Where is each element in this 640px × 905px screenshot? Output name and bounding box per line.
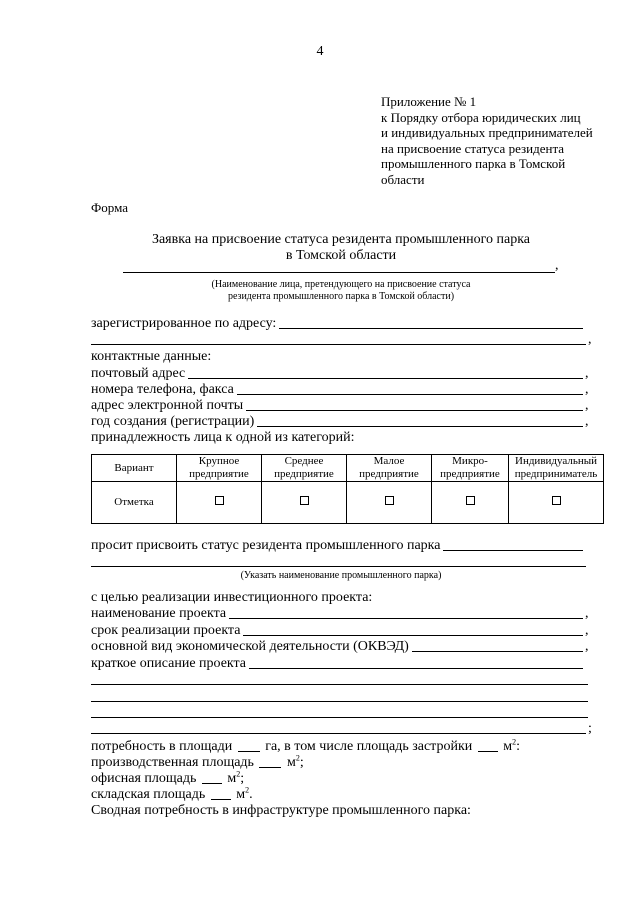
unit-m2: м (227, 771, 237, 786)
office-area-field[interactable] (202, 783, 222, 784)
office-area-label: офисная площадь (91, 771, 197, 786)
semicolon: ; (240, 771, 245, 786)
checkbox-individual[interactable] (552, 496, 561, 505)
table-header-row (92, 455, 604, 482)
registered-address-row (91, 316, 591, 332)
description-line-4[interactable] (91, 717, 588, 718)
postal-address-label: почтовый адрес (91, 366, 186, 381)
summary-row (91, 803, 591, 819)
park-request-row (91, 538, 591, 554)
table-cell (262, 482, 347, 524)
project-name-field[interactable] (229, 618, 583, 619)
year-created-label: год создания (регистрации) (91, 414, 255, 429)
appendix-line: промышленного парка в Томской (381, 156, 566, 171)
table-cell (509, 482, 604, 524)
superscript: 2 (512, 737, 517, 747)
unit-m2: м (286, 755, 296, 770)
production-area-row (91, 755, 591, 771)
checkbox-small[interactable] (385, 496, 394, 505)
unit-m2: м (503, 739, 513, 754)
page-number: 4 (316, 44, 324, 59)
document-title (91, 232, 591, 264)
registered-address-label: зарегистрированное по адресу: (91, 316, 277, 331)
category-label: принадлежность лица к одной из категорий: (91, 430, 355, 445)
superscript: 2 (295, 753, 300, 763)
production-area-label: производственная площадь (91, 755, 254, 770)
table-cell (432, 482, 509, 524)
applicant-name-field[interactable] (123, 272, 555, 273)
area-ha-field[interactable] (238, 751, 260, 752)
description-label: краткое описание проекта (91, 656, 247, 671)
warehouse-area-row (91, 787, 591, 803)
registered-address-field[interactable] (279, 328, 583, 329)
table-header-cell: Микро-предприятие (432, 455, 509, 482)
table-row-label: Отметка (92, 482, 177, 524)
table-cell (177, 482, 262, 524)
okved-row (91, 639, 591, 655)
category-row (91, 430, 591, 446)
category-table (91, 454, 604, 524)
comma: , (588, 332, 592, 347)
office-area-row (91, 771, 591, 787)
park-name-field-2[interactable] (91, 566, 586, 567)
unit-m2: м (236, 787, 246, 802)
project-intro-label: с целью реализации инвестиционного проекта: (91, 590, 373, 605)
warehouse-area-field[interactable] (211, 799, 231, 800)
project-term-row (91, 623, 591, 639)
description-line-2[interactable] (91, 684, 588, 685)
park-hint: (Указать наименование промышленного парка) (240, 570, 442, 581)
semicolon: ; (588, 721, 592, 736)
semicolon: ; (299, 755, 304, 770)
appendix-header (381, 94, 593, 187)
form-label: Форма (91, 200, 128, 215)
table-row (92, 482, 604, 524)
appendix-line: и индивидуальных предпринимателей (381, 125, 593, 140)
title-line: Заявка на присвоение статуса резидента промышленного парка (151, 232, 531, 247)
superscript: 2 (245, 785, 250, 795)
comma: , (585, 639, 589, 654)
summary-label: Сводная потребность в инфраструктуре промышленного парка: (91, 803, 471, 818)
checkbox-large[interactable] (215, 496, 224, 505)
checkbox-micro[interactable] (466, 496, 475, 505)
park-name-field[interactable] (443, 550, 583, 551)
comma: , (555, 258, 559, 273)
postal-address-field[interactable] (188, 378, 583, 379)
project-intro-row (91, 590, 591, 606)
appendix-line: Приложение № 1 (381, 94, 477, 109)
appendix-line: на присвоение статуса резидента (381, 140, 565, 156)
comma: , (585, 398, 589, 413)
okved-label: основной вид экономической деятельности (ОКВЭД) (91, 639, 409, 654)
checkbox-medium[interactable] (300, 496, 309, 505)
area-need-mid: га, в том числе площадь застройки (265, 739, 473, 754)
building-area-field[interactable] (478, 751, 498, 752)
contact-data-row (91, 349, 591, 365)
year-created-row (91, 414, 591, 430)
period: . (249, 787, 253, 802)
phone-fax-row (91, 382, 591, 398)
contact-data-label: контактные данные: (91, 349, 212, 364)
description-row (91, 656, 591, 672)
description-field[interactable] (249, 668, 583, 669)
table-cell (347, 482, 432, 524)
title-line: в Томской области (285, 248, 397, 263)
table-header-cell: Крупное предприятие (177, 455, 262, 482)
okved-field[interactable] (412, 651, 583, 652)
colon: : (516, 739, 521, 754)
description-line-5[interactable] (91, 733, 586, 734)
email-row (91, 398, 591, 414)
table-header-cell: Вариант (92, 455, 177, 482)
comma: , (585, 382, 589, 397)
name-hint (91, 279, 591, 303)
superscript: 2 (236, 769, 241, 779)
table-header-cell: Индивидуальный предприниматель (509, 455, 604, 482)
hint-line: резидента промышленного парка в Томской области) (227, 291, 455, 302)
year-created-field[interactable] (257, 426, 583, 427)
table-header-cell: Малое предприятие (347, 455, 432, 482)
appendix-line: к Порядку отбора юридических лиц (381, 109, 581, 125)
email-field[interactable] (246, 410, 583, 411)
project-name-row (91, 606, 591, 622)
registered-address-field-2[interactable] (91, 344, 586, 345)
comma: , (585, 606, 589, 621)
phone-fax-label: номера телефона, факса (91, 382, 234, 397)
phone-fax-field[interactable] (237, 394, 583, 395)
warehouse-area-label: складская площадь (91, 787, 206, 802)
email-label: адрес электронной почты (91, 398, 244, 413)
project-term-label: срок реализации проекта (91, 623, 241, 638)
project-term-field[interactable] (243, 635, 583, 636)
area-need-row (91, 739, 591, 755)
table-header-cell: Среднее предприятие (262, 455, 347, 482)
hint-line: (Наименование лица, претендующего на присвоение статуса (211, 279, 471, 290)
description-line-3[interactable] (91, 701, 588, 702)
production-area-field[interactable] (259, 767, 281, 768)
area-need-label: потребность в площади (91, 739, 233, 754)
appendix-line: области (381, 171, 425, 187)
postal-address-row (91, 366, 591, 382)
comma: , (585, 414, 589, 429)
park-request-label: просит присвоить статус резидента промышленного парка (91, 538, 441, 553)
comma: , (585, 366, 589, 381)
comma: , (585, 623, 589, 638)
project-name-label: наименование проекта (91, 606, 227, 621)
